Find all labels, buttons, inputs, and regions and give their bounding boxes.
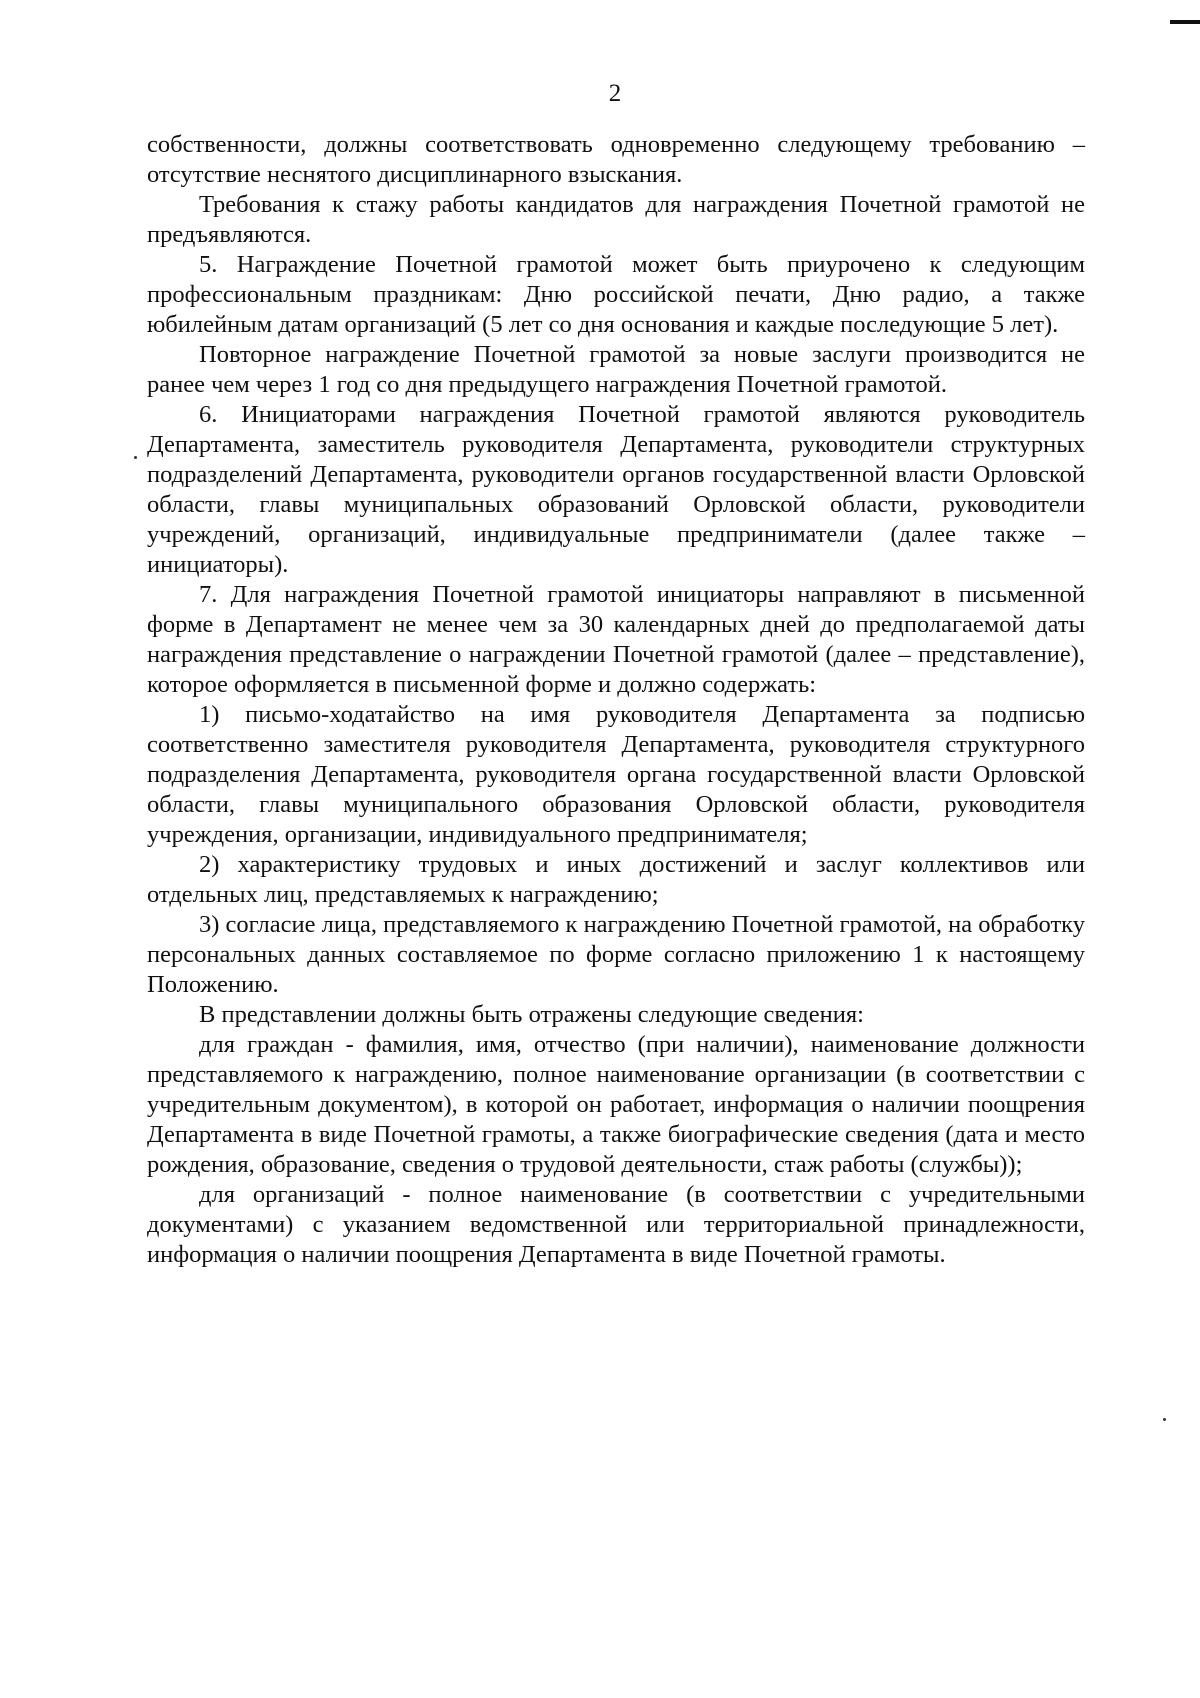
paragraph-2: Требования к стажу работы кандидатов для награждения Почетной грамотой не предъявляются. [147,191,1085,248]
paragraph-8: 2) характеристику трудовых и иных достижений и заслуг коллективов или отдельных лиц, представляемых к награждению; [147,851,1085,908]
scan-speck [1163,1418,1166,1421]
paragraph-6: 7. Для награждения Почетной грамотой инициаторы направляют в письменной форме в Департамент не менее чем за 30 календарных дней до предполагаемой даты награждения представление о награждении Почетной грамотой (далее – представление), которое оформляется в письменной форме и должно содержать: [147,581,1085,698]
scan-edge-mark [1170,20,1200,24]
page-number: 2 [608,80,622,107]
paragraph-5: 6. Инициаторами награждения Почетной грамотой являются руководитель Департамента, заместитель руководителя Департамента, руководители структурных подразделений Департамента, руководители органов государственной власти Орловской области, главы муниципальных образований Орловской области, руководители учреждений, организаций, индивидуальные предприниматели (далее также – инициаторы). [147,401,1085,578]
paragraph-12: для организаций - полное наименование (в соответствии с учредительными документами) с указанием ведомственной или территориальной принадлежности, информация о наличии поощрения Департамента в виде Почетной грамоты. [147,1181,1085,1268]
paragraph-4: Повторное награждение Почетной грамотой за новые заслуги производится не ранее чем через 1 год со дня предыдущего награждения Почетной грамотой. [147,341,1085,398]
paragraph-9: 3) согласие лица, представляемого к награждению Почетной грамотой, на обработку персональных данных составляемое по форме согласно приложению 1 к настоящему Положению. [147,911,1085,998]
paragraph-1: собственности, должны соответствовать одновременно следующему требованию – отсутствие неснятого дисциплинарного взыскания. [147,131,1085,188]
document-body [147,130,1085,1270]
scan-speck [134,456,137,459]
paragraph-11: для граждан - фамилия, имя, отчество (при наличии), наименование должности представляемого к награждению, полное наименование организации (в соответствии с учредительным документом), в которой он работает, информация о наличии поощрения Департамента в виде Почетной грамоты, а также биографические сведения (дата и место рождения, образование, сведения о трудовой деятельности, стаж работы (службы)); [147,1031,1085,1178]
paragraph-7: 1) письмо-ходатайство на имя руководителя Департамента за подписью соответственно заместителя руководителя Департамента, руководителя структурного подразделения Департамента, руководителя органа государственной власти Орловской области, главы муниципального образования Орловской области, руководителя учреждения, организации, индивидуального предпринимателя; [147,701,1085,848]
paragraph-3: 5. Награждение Почетной грамотой может быть приурочено к следующим профессиональным праздникам: Дню российской печати, Дню радио, а также юбилейным датам организаций (5 лет со дня основания и каждые последующие 5 лет). [147,251,1085,338]
paragraph-10: В представлении должны быть отражены следующие сведения: [199,1001,864,1028]
